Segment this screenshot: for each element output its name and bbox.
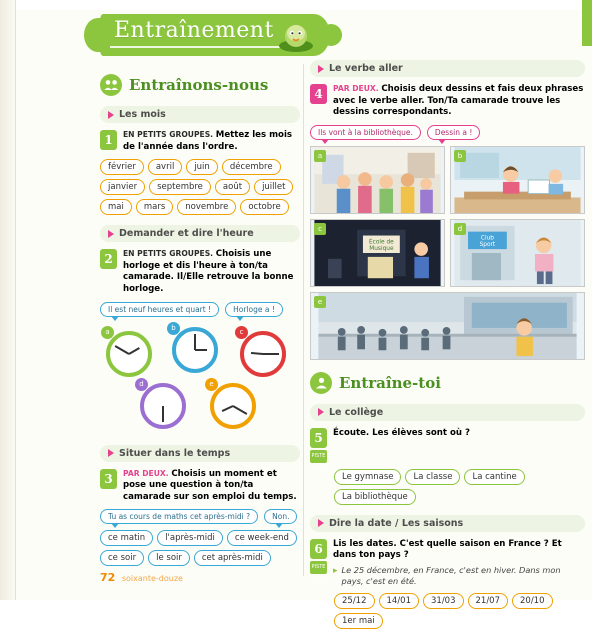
triangle-bullet-icon <box>108 111 114 119</box>
page-footer <box>100 571 183 584</box>
time-chip[interactable]: ce matin <box>100 530 153 546</box>
exercise-5-text <box>333 428 470 463</box>
subheading-le-college <box>310 404 585 421</box>
exercise-3-mode: PAR DEUX. <box>123 468 169 478</box>
picture-tag: e <box>314 296 326 308</box>
place-chip[interactable]: La cantine <box>464 469 524 485</box>
exercise-4-number-wrap <box>310 84 327 119</box>
exercise-2-number-wrap <box>100 249 117 295</box>
clock-illustrations <box>100 325 300 435</box>
page-title: Entraînement <box>114 18 274 43</box>
picture-tag: b <box>454 150 466 162</box>
month-chip[interactable]: juin <box>186 159 218 175</box>
picture-tag: a <box>314 150 326 162</box>
speech-bubble: Dessin a ! <box>427 125 480 140</box>
clock-a[interactable] <box>105 327 152 377</box>
speech-bubble: Ils vont à la bibliothèque. <box>310 125 421 140</box>
triangle-bullet-icon <box>318 519 324 527</box>
exercise-3 <box>100 469 300 504</box>
triangle-bullet-icon <box>108 230 114 238</box>
picture-grid <box>310 146 585 360</box>
time-chip[interactable]: ce soir <box>100 550 144 566</box>
place-chip[interactable]: La bibliothèque <box>334 489 416 505</box>
picture-tag: d <box>454 223 466 235</box>
speech-bubble: Non. <box>264 509 297 524</box>
exercise-1-text <box>123 130 300 153</box>
audio-track-badge: PISTE 42 <box>310 450 327 463</box>
right-column <box>310 60 585 629</box>
exercise-4 <box>310 84 585 119</box>
place-chip[interactable]: Le gymnase <box>334 469 401 485</box>
exercise-5-number-wrap <box>310 428 327 472</box>
audio-track-badge: PISTE 43 <box>310 561 327 574</box>
exercise-2-instruction: Choisis une horloge et dis l'heure à ton/ta camarade. Il/Elle retrouve la bonne horloge. <box>123 249 294 294</box>
exercise-3-instruction: Choisis un moment et pose une question à ton/ta camarade sur son emploi du temps. <box>123 468 297 502</box>
picture-e[interactable] <box>310 292 585 360</box>
exercise-2-bubbles <box>100 302 300 317</box>
month-chip[interactable]: novembre <box>177 199 236 215</box>
exercise-3-text <box>123 469 300 504</box>
exercise-3-number: 3 <box>100 469 117 489</box>
date-chip[interactable]: 14/01 <box>379 593 420 609</box>
svg-text:Sport: Sport <box>479 241 496 248</box>
subheading-label: Le verbe aller <box>329 63 403 74</box>
page-header <box>100 14 330 56</box>
section-title-left: Entraînons-nous <box>129 76 269 94</box>
exercise-1-mode: EN PETITS GROUPES. <box>123 130 214 139</box>
exercise-4-bubbles <box>310 125 585 140</box>
clock-label: e <box>205 378 218 391</box>
exercise-6-number-wrap <box>310 539 327 587</box>
students-in-hallway-illustration <box>311 147 444 213</box>
section-heading-entraine-toi <box>310 372 585 394</box>
column-divider <box>303 64 304 576</box>
side-color-tab <box>582 0 592 46</box>
exercise-2-number: 2 <box>100 249 117 269</box>
exercise-3-number-wrap <box>100 469 117 504</box>
date-chip[interactable]: 21/07 <box>468 593 509 609</box>
month-chip[interactable]: décembre <box>222 159 281 175</box>
exercise-6-example-row <box>333 565 585 587</box>
clock-minute-hand <box>263 353 279 355</box>
month-chip[interactable]: septembre <box>149 179 211 195</box>
subheading-label: Le collège <box>329 406 384 418</box>
page-top-margin <box>16 0 592 10</box>
clock-label: c <box>235 326 248 339</box>
clock-label: d <box>135 378 148 391</box>
clock-c[interactable] <box>239 327 286 377</box>
exercise-5-instruction: Écoute. Les élèves sont où ? <box>333 427 470 438</box>
exercise-1-instruction: Mettez les mois de l'année dans l'ordre. <box>123 130 293 152</box>
exercise-1-number-wrap <box>100 130 117 153</box>
girl-at-library-desk-illustration <box>451 147 584 213</box>
picture-a[interactable] <box>310 146 445 214</box>
month-chip[interactable]: avril <box>148 159 182 175</box>
date-chip[interactable]: 31/03 <box>423 593 464 609</box>
date-chip[interactable]: 25/12 <box>334 593 375 609</box>
person-icon <box>310 372 332 394</box>
month-chip[interactable]: mai <box>100 199 132 215</box>
exercise-2-mode: EN PETITS GROUPES. <box>123 249 214 259</box>
exercise-1-number: 1 <box>100 130 117 150</box>
clock-label: a <box>101 326 114 339</box>
crowd-at-train-station-illustration <box>311 293 584 359</box>
exercise-6-number: 6 <box>310 539 327 559</box>
clock-minute-hand <box>194 334 196 350</box>
exercise-6-example: Le 25 décembre, en France, c'est en hiver. Dans mon pays, c'est en été. <box>341 564 561 587</box>
month-chip[interactable]: octobre <box>240 199 288 215</box>
exercise-6-instruction: Lis les dates. C'est quelle saison en France ? Et dans ton pays ? <box>333 538 562 561</box>
time-chip[interactable]: cet après-midi <box>194 550 271 566</box>
svg-text:Club: Club <box>480 235 494 242</box>
triangle-bullet-icon <box>318 408 324 416</box>
clock-hour-hand <box>195 349 207 351</box>
speech-bubble: Horloge a ! <box>225 302 283 317</box>
page-binding-edge <box>0 0 16 600</box>
two-people-icon <box>100 74 122 96</box>
bird-mascot-icon <box>275 20 317 54</box>
month-chip[interactable]: janvier <box>100 179 145 195</box>
date-chip[interactable]: 1er mai <box>334 613 383 629</box>
picture-tag: c <box>314 223 326 235</box>
months-chip-list <box>100 159 300 215</box>
month-chip[interactable]: mars <box>136 199 173 215</box>
time-expression-chip-list <box>100 530 300 566</box>
month-chip[interactable]: février <box>100 159 144 175</box>
clock-hour-hand <box>251 352 263 355</box>
svg-text:École de: École de <box>369 239 394 246</box>
subheading-situer-temps <box>100 445 300 462</box>
subheading-les-mois <box>100 106 300 123</box>
exercise-6-text <box>333 539 585 587</box>
clock-b[interactable] <box>171 323 218 373</box>
arrow-bullet-icon: ▸ <box>333 565 338 576</box>
exercise-4-number: 4 <box>310 84 327 104</box>
dates-chip-list <box>334 593 585 629</box>
svg-text:Musique: Musique <box>369 245 394 252</box>
clock-label: b <box>167 322 180 335</box>
exercise-3-bubbles <box>100 509 300 524</box>
music-school-entrance-illustration <box>311 220 444 286</box>
section-heading-entrainons-nous <box>100 74 300 96</box>
section-title-right: Entraîne-toi <box>339 373 441 392</box>
page-number-word: soixante-douze <box>121 574 183 583</box>
place-chip[interactable]: La classe <box>405 469 460 485</box>
college-chip-list <box>334 469 585 505</box>
picture-d[interactable] <box>450 219 585 287</box>
date-chip[interactable]: 20/10 <box>512 593 553 609</box>
exercise-4-text <box>333 84 585 119</box>
subheading-demander-heure <box>100 225 300 242</box>
exercise-6 <box>310 539 585 587</box>
exercise-1 <box>100 130 300 153</box>
left-column <box>100 74 300 566</box>
picture-c[interactable] <box>310 219 445 287</box>
clock-d[interactable] <box>139 379 186 429</box>
month-chip[interactable]: août <box>215 179 250 195</box>
header-underline <box>110 46 300 48</box>
page-number: 72 <box>100 571 116 584</box>
time-chip[interactable]: ce week-end <box>227 530 297 546</box>
time-chip[interactable]: le soir <box>148 550 190 566</box>
time-chip[interactable]: l'après-midi <box>157 530 223 546</box>
triangle-bullet-icon <box>108 449 114 457</box>
subheading-label: Situer dans le temps <box>119 447 231 459</box>
exercise-2-text <box>123 249 300 295</box>
subheading-label: Les mois <box>119 109 166 120</box>
boy-at-club-door-illustration <box>451 220 584 286</box>
clock-minute-hand <box>162 406 164 422</box>
exercise-4-instruction: Choisis deux dessins et fais deux phrases avec le verbe aller. Ton/Ta camarade trouve les dessins correspondants. <box>333 84 584 118</box>
exercise-5 <box>310 427 585 472</box>
subheading-label: Dire la date / Les saisons <box>329 517 464 529</box>
triangle-bullet-icon <box>318 65 324 73</box>
subheading-label: Demander et dire l'heure <box>119 228 254 240</box>
subheading-verbe-aller <box>310 60 585 77</box>
clock-e[interactable] <box>209 379 256 429</box>
exercise-2 <box>100 249 300 295</box>
picture-b[interactable] <box>450 146 585 214</box>
speech-bubble: Il est neuf heures et quart ! <box>100 302 219 317</box>
month-chip[interactable]: juillet <box>254 179 293 195</box>
exercise-4-mode: PAR DEUX. <box>333 84 379 93</box>
page-outer-edge <box>592 0 600 600</box>
speech-bubble: Tu as cours de maths cet après-midi ? <box>100 509 258 524</box>
subheading-dire-la-date <box>310 515 585 532</box>
exercise-5-number: 5 <box>310 428 327 448</box>
